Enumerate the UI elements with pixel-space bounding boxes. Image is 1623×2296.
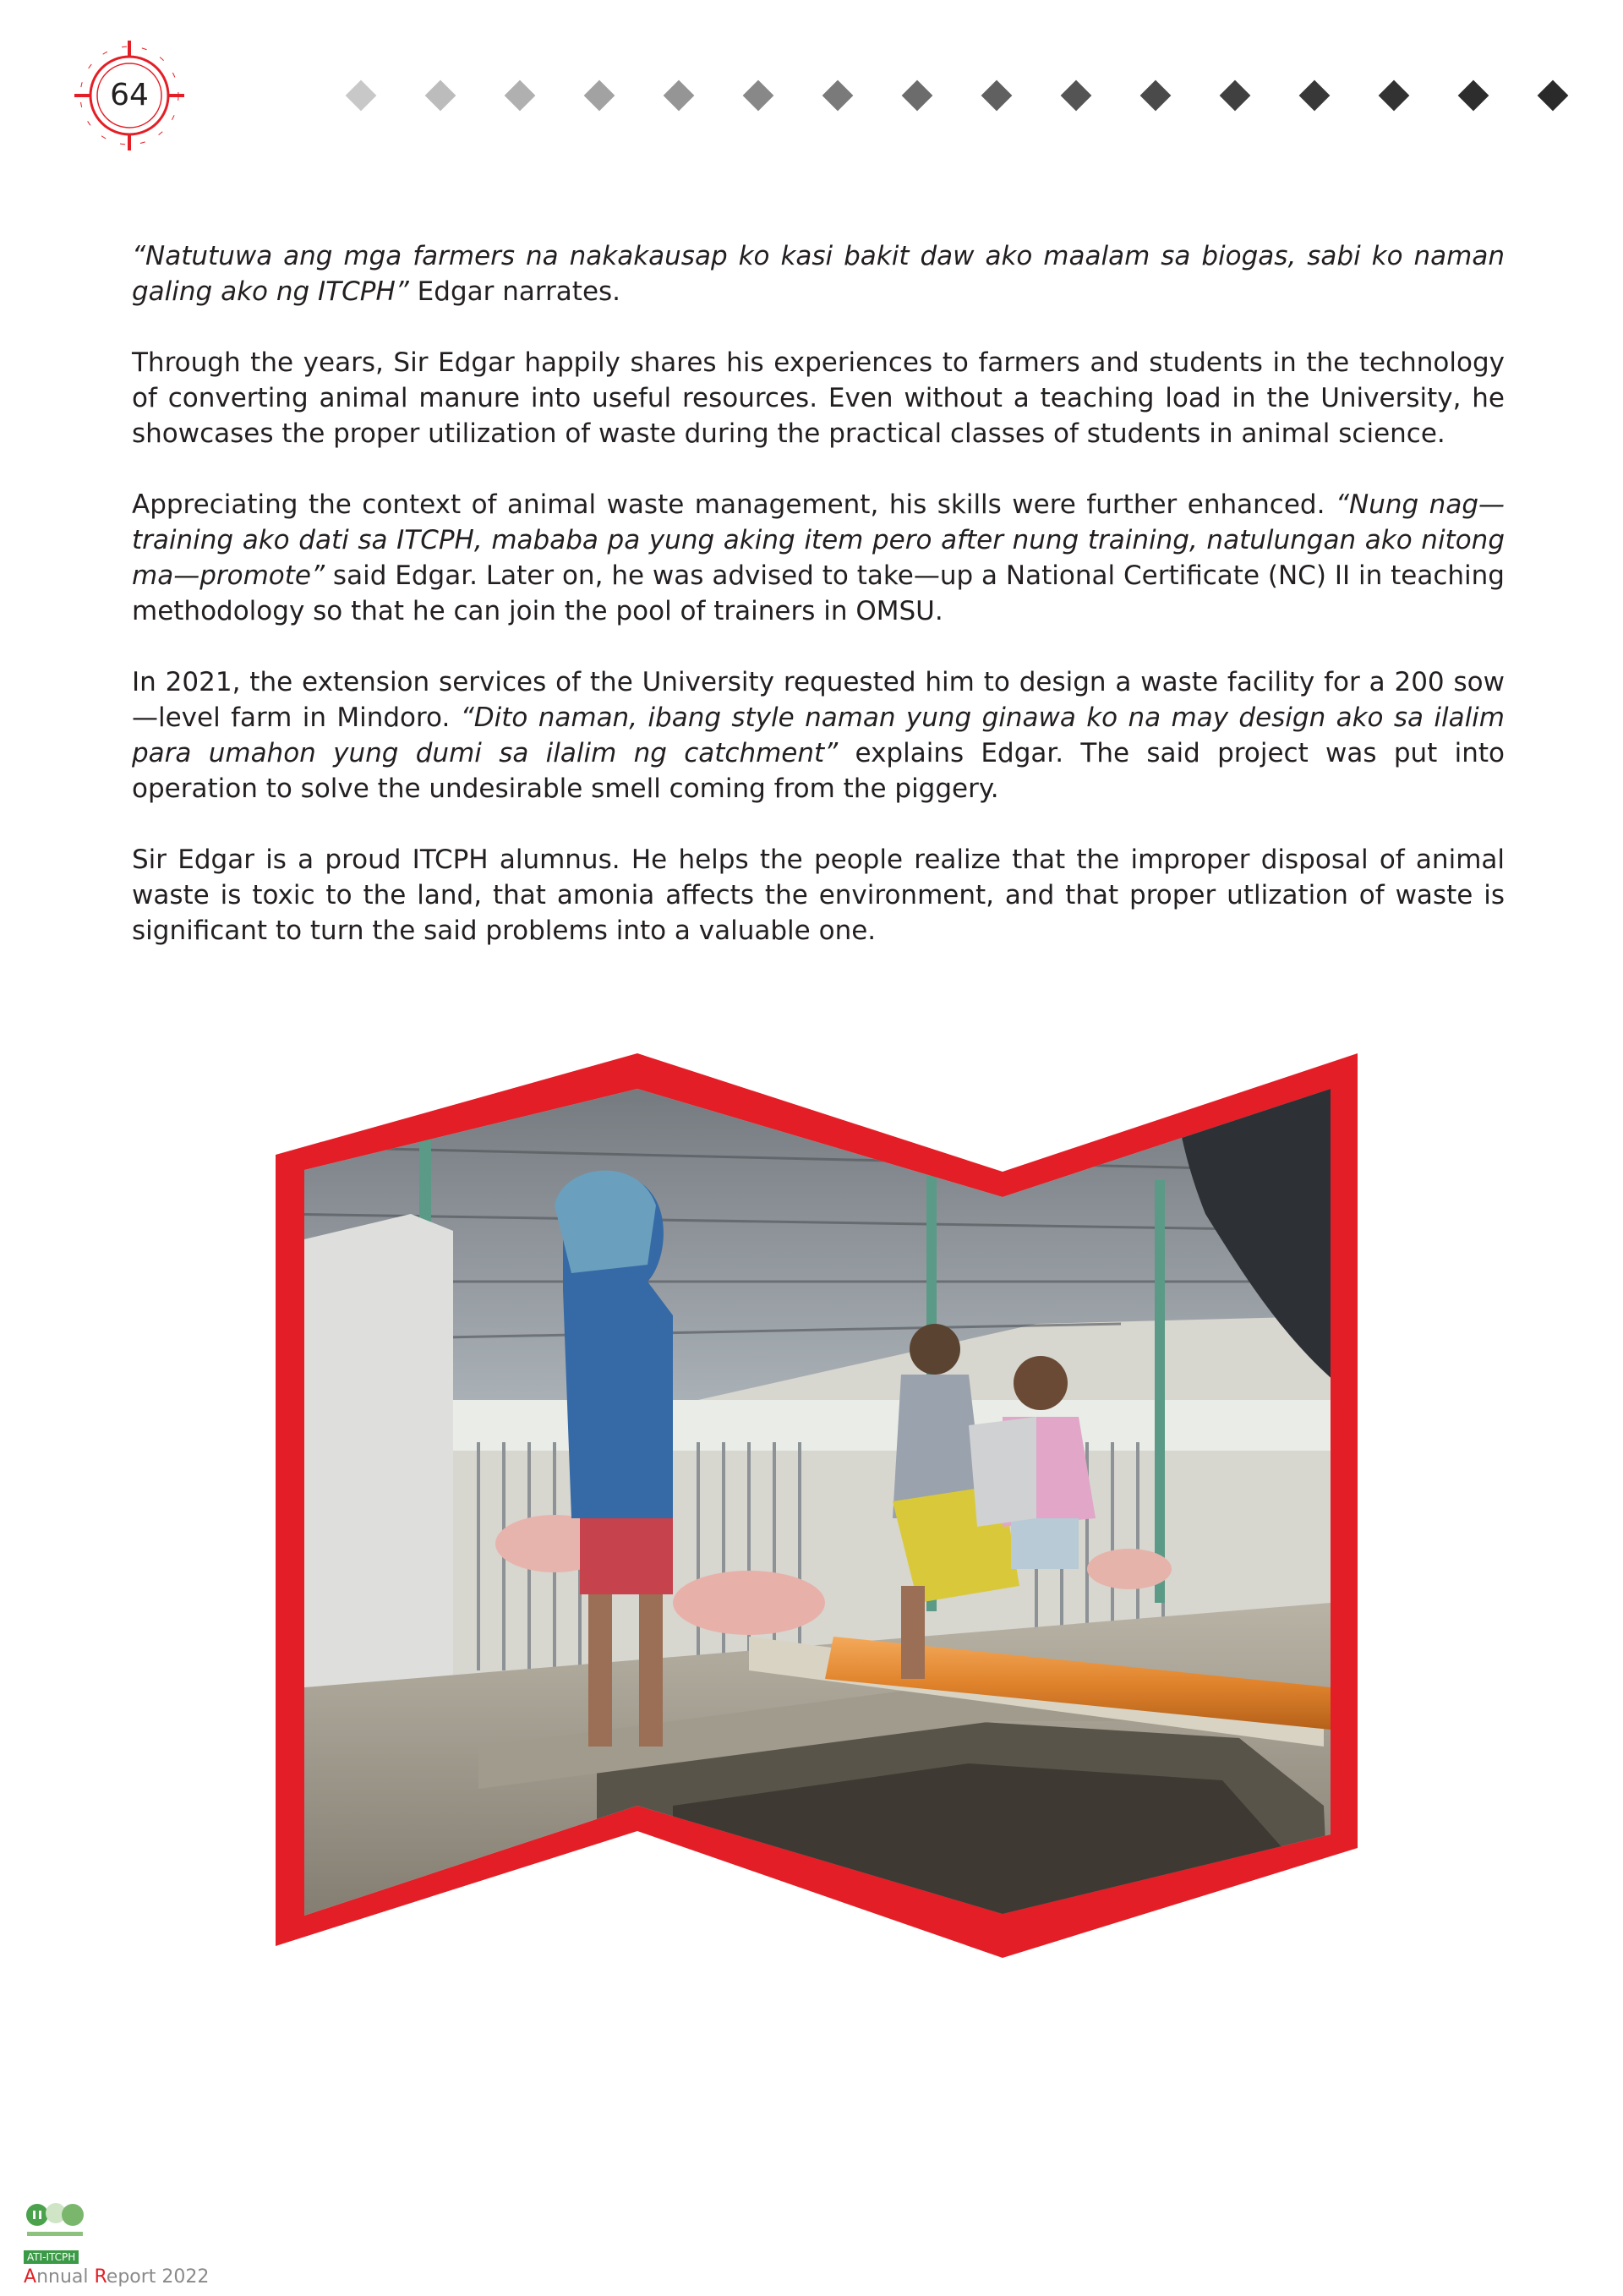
- diamond-icon: [1538, 80, 1569, 112]
- footer-report-title: Annual Report 2022: [24, 2266, 210, 2288]
- diamond-icon: [664, 80, 695, 112]
- diamond-icon: [1140, 80, 1172, 112]
- diamond-icon: [346, 80, 377, 112]
- diamond-icon: [1220, 80, 1251, 112]
- paragraph-3: Appreciating the context of animal waste management, his skills were further enhanced. “Nung nag—training ako dati sa ITCPH, mababa pa yung aking item pero after nung training, natulungan ako nitong ma—promote” said Edgar. Later on, he was advised to take—up a National Certificate (NC) II in teaching methodology so that he can join the pool of trainers in OMSU.: [132, 489, 1505, 626]
- quote-2: “Nung nag—training ako dati sa ITCPH, mababa pa yung aking item pero after nung training, natulungan ako nitong ma—promote”: [132, 489, 1505, 591]
- diamond-icon: [505, 80, 536, 112]
- footer-org-label: ATI-ITCPH: [24, 2250, 79, 2264]
- quote-3: “Dito naman, ibang style naman yung ginawa ko na may design ako sa ilalim para umahon yung dumi sa ilalim ng catchment”: [132, 702, 1505, 768]
- ati-itcph-logo: [24, 2195, 86, 2249]
- piggery-photo: [276, 1045, 1358, 1958]
- quote-1: “Natutuwa ang mga farmers na nakakausap ko kasi bakit daw ako maalam sa biogas, sabi ko naman galing ako ng ITCPH”: [132, 241, 1505, 307]
- paragraph-1: “Natutuwa ang mga farmers na nakakausap ko kasi bakit daw ako maalam sa biogas, sabi ko naman galing ako ng ITCPH” Edgar narrates.: [132, 241, 1505, 307]
- page-number: 64: [110, 78, 149, 112]
- diamond-icon: [822, 80, 854, 112]
- diamond-icon: [743, 80, 774, 112]
- paragraph-5: Sir Edgar is a proud ITCPH alumnus. He helps the people realize that the improper disposal of animal waste is toxic to the land, that amonia affects the environment, and that proper utlization of waste is significant to turn the said problems into a valuable one.: [132, 845, 1505, 946]
- diamond-icon: [1458, 80, 1489, 112]
- diamond-icon: [1061, 80, 1092, 112]
- diamond-icon: [1299, 80, 1331, 112]
- diamond-icon: [584, 80, 615, 112]
- diamond-icon: [902, 80, 933, 112]
- article-body: [132, 238, 1505, 984]
- diamond-icon: [425, 80, 456, 112]
- paragraph-2: Through the years, Sir Edgar happily shares his experiences to farmers and students in the technology of converting animal manure into useful resources. Even without a teaching load in the University, he showcases the proper utilization of waste during the practical classes of students in animal science.: [132, 347, 1505, 449]
- paragraph-4: In 2021, the extension services of the University requested him to design a waste facility for a 200 sow—level farm in Mindoro. “Dito naman, ibang style naman yung ginawa ko na may design ako sa ilalim para umahon yung dumi sa ilalim ng catchment” explains Edgar. The said project was put into operation to solve the undesirable smell coming from the piggery.: [132, 667, 1505, 804]
- decorative-diamond-row: [338, 79, 1572, 115]
- diamond-icon: [981, 80, 1013, 112]
- diamond-icon: [1379, 80, 1410, 112]
